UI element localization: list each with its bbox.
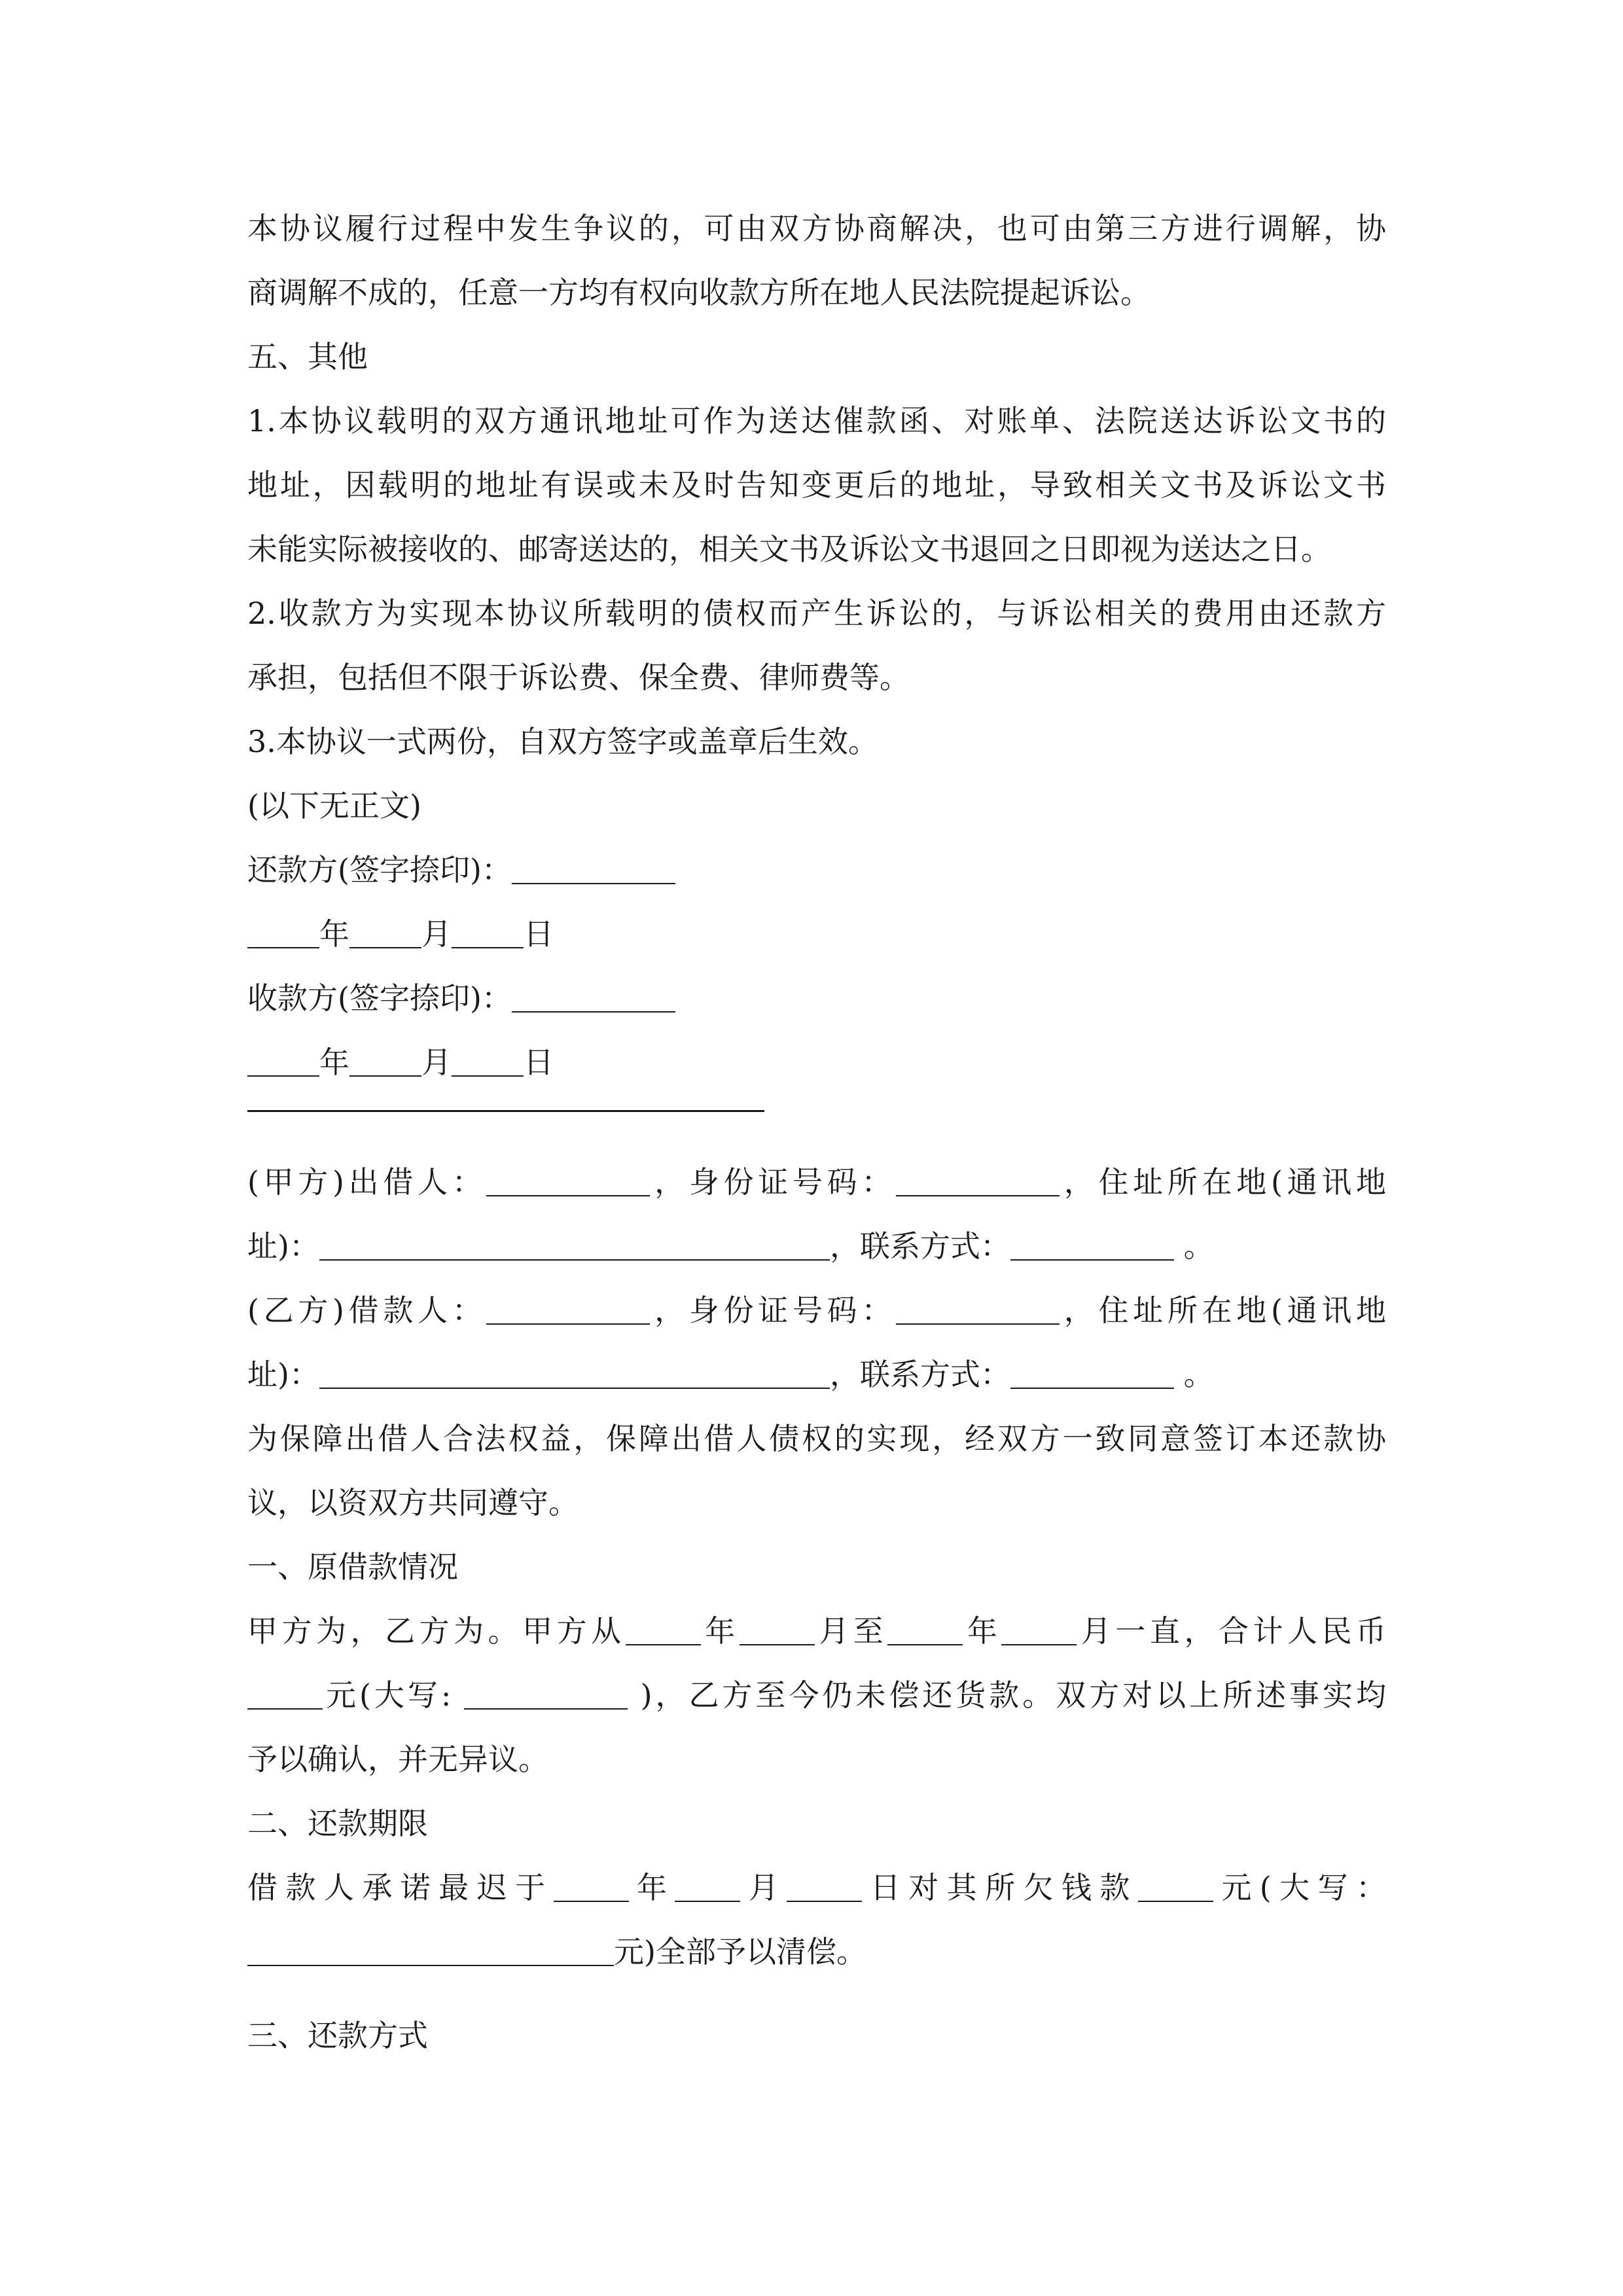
party-a-contact-label: ，联系方式： [829, 1229, 1010, 1264]
party-b-contact-blank[interactable] [1010, 1357, 1174, 1389]
intro-line-1: 为保障出借人合法权益，保障出借人债权的实现，经双方一致同意签订本还款协 [247, 1421, 1386, 1456]
party-a-address-label: ，住址所在地(通讯地 [1060, 1164, 1387, 1200]
start-month-blank[interactable] [740, 1614, 815, 1645]
section-divider [247, 1110, 764, 1112]
day-label: 日 [524, 1045, 554, 1080]
party-b-contact-label: ，联系方式： [829, 1357, 1010, 1392]
item-1-line-1: 1.本协议载明的双方通讯地址可作为送达催款函、对账单、法院送达诉讼文书的 [247, 403, 1386, 439]
party-a-address-blank[interactable] [319, 1229, 830, 1261]
item-2-line-1: 2.收款方为实现本协议所载明的债权而产生诉讼的，与诉讼相关的费用由还款方 [247, 596, 1386, 631]
month-label: 月 [740, 1870, 787, 1905]
dispute-line-1: 本协议履行过程中发生争议的，可由双方协商解决，也可由第三方进行调解，协 [247, 211, 1386, 246]
month-label: 月 [421, 1045, 452, 1080]
owed-amount-blank[interactable] [1138, 1871, 1213, 1902]
owed-amount-words-blank[interactable] [247, 1935, 614, 1966]
party-a-period: 。 [1183, 1229, 1214, 1264]
section-5-title: 五、其他 [247, 339, 368, 374]
year-label: 年 [319, 916, 349, 952]
payee-day-blank[interactable] [452, 1045, 524, 1077]
item-1-line-3: 未能实际被接收的、邮寄送达的，相关文书及诉讼文书退回之日即视为送达之日。 [247, 531, 1331, 567]
payee-signature-blank[interactable] [512, 981, 675, 1013]
party-a-label: (甲方)出借人： [247, 1164, 487, 1200]
item-3: 3.本协议一式两份，自双方签字或盖章后生效。 [247, 724, 878, 759]
deadline-year-blank[interactable] [554, 1871, 629, 1902]
payee-signature-label: 收款方(签字捺印)： [247, 980, 512, 1016]
section-2-text-a: 借款人承诺最迟于 [247, 1870, 554, 1905]
section-1-text-c: 月一直，合计人民币 [1077, 1613, 1387, 1649]
no-text-note: (以下无正文) [247, 788, 421, 823]
item-1-line-2: 地址，因载明的地址有误或未及时告知变更后的地址，导致相关文书及诉讼文书 [247, 467, 1386, 503]
section-1-text-a: 甲方为，乙方为。甲方从 [247, 1613, 626, 1649]
section-1-text-b: 月至 [814, 1613, 888, 1649]
start-year-blank[interactable] [626, 1614, 701, 1645]
dispute-line-2: 商调解不成的，任意一方均有权向收款方所在地人民法院提起诉讼。 [247, 275, 1150, 310]
section-1-title: 一、原借款情况 [247, 1549, 458, 1585]
amount-words-blank[interactable] [464, 1678, 628, 1710]
party-a-id-blank[interactable] [896, 1165, 1060, 1196]
section-2-line-1 [247, 1856, 1386, 1920]
item-2-line-2: 承担，包括但不限于诉讼费、保全费、律师费等。 [247, 660, 910, 695]
end-month-blank[interactable] [1001, 1614, 1077, 1645]
repayer-date-line [247, 902, 1386, 966]
section-2-line-2 [247, 1920, 1386, 1984]
section-1-line-3: 予以确认，并无异议。 [247, 1742, 548, 1777]
month-label: 月 [421, 916, 452, 952]
intro-line-2: 议，以资双方共同遵守。 [247, 1485, 579, 1520]
section-2-text-d: 元)全部予以清偿。 [614, 1934, 866, 1969]
party-a-address-cont: 址)： [247, 1229, 319, 1264]
day-label: 日 [524, 916, 554, 952]
end-year-blank[interactable] [887, 1614, 963, 1645]
party-a-contact-blank[interactable] [1010, 1229, 1174, 1261]
party-b-label: (乙方)借款人： [247, 1293, 487, 1328]
repayer-month-blank[interactable] [349, 917, 421, 948]
year-label: 年 [963, 1613, 1002, 1649]
payee-month-blank[interactable] [349, 1045, 421, 1077]
year-label: 年 [628, 1870, 675, 1905]
party-b-period: 。 [1183, 1357, 1214, 1392]
deadline-month-blank[interactable] [675, 1871, 740, 1902]
section-3-title: 三、还款方式 [247, 2018, 428, 2053]
section-2-text-c: 元(大写： [1213, 1870, 1387, 1905]
year-label: 年 [700, 1613, 740, 1649]
section-1-text-d: 元(大写: [323, 1677, 452, 1713]
repayer-signature-line [247, 838, 1386, 902]
section-2-text-b: 日对其所欠钱款 [862, 1870, 1138, 1905]
party-b-id-blank[interactable] [896, 1293, 1060, 1325]
section-1-text-e: )，乙方至今仍未偿还货款。双方对以上所述事实均 [640, 1677, 1387, 1713]
section-1-line-1 [247, 1599, 1386, 1663]
party-b-name-blank[interactable] [486, 1293, 650, 1325]
payee-year-blank[interactable] [247, 1045, 319, 1077]
repayer-signature-label: 还款方(签字捺印)： [247, 852, 512, 888]
party-a-line-2 [247, 1214, 1386, 1278]
party-b-address-cont: 址)： [247, 1357, 319, 1392]
repayer-day-blank[interactable] [452, 917, 524, 948]
party-b-address-blank[interactable] [319, 1357, 830, 1389]
amount-blank[interactable] [247, 1678, 323, 1710]
section-1-line-2 [247, 1663, 1386, 1727]
repayer-signature-blank[interactable] [512, 853, 675, 884]
party-a-name-blank[interactable] [486, 1165, 650, 1196]
party-a-id-label: ，身份证号码： [650, 1164, 897, 1200]
repayer-year-blank[interactable] [247, 917, 319, 948]
party-b-id-label: ，身份证号码： [650, 1293, 897, 1328]
year-label: 年 [319, 1045, 349, 1080]
payee-signature-line [247, 966, 1386, 1030]
deadline-day-blank[interactable] [787, 1871, 862, 1902]
party-b-address-label: ，住址所在地(通讯地 [1060, 1293, 1387, 1328]
party-a-line-1 [247, 1150, 1386, 1214]
party-b-line-2 [247, 1342, 1386, 1407]
document-page [247, 196, 1386, 2068]
section-2-title: 二、还款期限 [247, 1806, 428, 1841]
payee-date-line [247, 1030, 1386, 1094]
party-b-line-1 [247, 1278, 1386, 1342]
